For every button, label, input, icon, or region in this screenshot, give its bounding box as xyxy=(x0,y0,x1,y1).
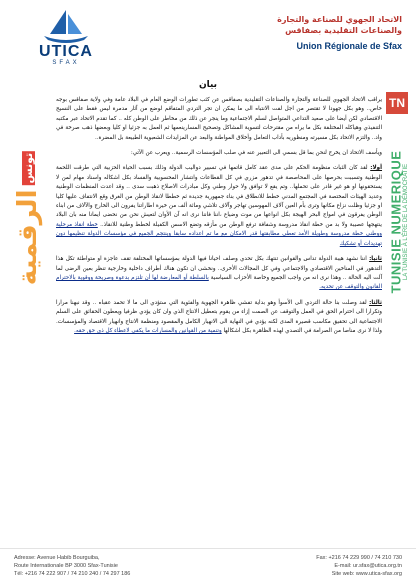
org-name-fr: Union Régionale de Sfax xyxy=(296,41,402,51)
third-highlight: وتنمية من القوانين والمسارات ما يكفي لاعطاء كل ذي حق حقه. xyxy=(74,327,222,334)
document-title: بيان xyxy=(198,80,218,90)
right-watermark-subtitle: LA TUNISIE À L'ÈRE DE LA DÉMOCRATIE xyxy=(403,163,409,281)
right-watermark xyxy=(378,92,410,328)
watermark-word: الرقمية xyxy=(13,189,43,286)
second-highlight: بالسلطة أو المعارضة لها أن تلتزم بدعوة وصريحة ووقوية بالاحترام القانون والتوقف عن تحديه. xyxy=(56,274,382,291)
paragraph-statement: ويأسف الاتحاد ان يخرج لنحن بما قل بسمي الى التعبير عنه في صلب المؤسسات الرسمية.. ويعرب عن الآتي: xyxy=(130,150,382,157)
letterhead-footer xyxy=(0,548,416,582)
footer-address-line-1: Adresse: Avenue Habib Bourguiba, xyxy=(14,555,100,561)
right-watermark-title: TUNISIE NUMERIQUE xyxy=(388,150,404,294)
footer-fax: Fax: +216 74 229 990 / 74 210 730 xyxy=(316,555,402,561)
document-body xyxy=(56,96,382,342)
logo-text: UTICA xyxy=(39,43,93,60)
footer-address xyxy=(14,554,130,578)
footer-contact xyxy=(316,554,402,578)
paragraph-first xyxy=(56,164,382,249)
org-name-ar-2: والصناعات التقليدية بصفاقس xyxy=(285,26,402,35)
first-text: لقد كان الثبات منظومة الحكم على مدى عقد كامل قاتمها في تسيير دواليب الدولة وذلك بسبب الحياة الحزبية التي طرقت اللحمة الوطنية وتسببت بحرصها على المحاصصة في تدهور مزري في كل القطاعات وانتشار المحسوبية والفساد بكل اشكاله واسناد مهام لمن لا يستحقونها او هو غير قادر على تحملها.. وتم يقع لا توافق ولا حوار وطني وكل مبادرات الاصلاح ذهبت سدى .. وقد اعدت المنظمات الوطنية وعديد الهيئات المختصة في المجتمع المدني خطط للانطلاق في بناء جمهورية جديدة ثم خططا لانقاذ الوطن من الغرق وقع الانتفاف عليها كليا او جزئيا وظلت نزاع مكانها وترى بأم العين آلاف المهوسين تهاجر وآلاف تلاشي ومائة ألف من خيرة اطاراتنا يفرون الى الخارج والآلاف من ابناء الوطن يفرقون في امواج البحر الهيجة بكل انواعها من موت وضياع ،اننا فاننا نرى انه آن الأوان لتعيش نحن من نحضى ايمانا منه بان البلاد ينتهجها عصيبة ولا بد من خطة انقاذ مدروسة وشفافة ترفع الوطن من مأزقه وتضع الاسس الكفيلة لخطط وطنية للانقاذ.. xyxy=(56,165,382,228)
organization-block xyxy=(242,14,402,51)
first-label: أولا: xyxy=(370,165,383,172)
second-text: اننا نشهد هيبة الدولة تداس والقوانين تنتهك بكل تحدي وصلف احيانا فيها الدولة بمؤسساتها المختلفة تقف عاجزة او متواطئة تكل هذا التدهور في المناخين الاقتصادي والاجتماعي وفي كل المجالات الأخرى.. ونخشى ان تكون هناك أطراف داخلية وخارجية تنظر بعين الرضى لما آلت اليه الحالة .. وهذا نرى انه من واجب الجميع وخاصة الأحزاب السياسية xyxy=(56,256,383,281)
logo-subtext: SFAX xyxy=(52,60,80,66)
paragraph-intro: يراقب الاتحاد الجهوي للصناعة والتجارة والصناعات التقليدية بصفاقس عن كثب تطورات الوضع العام في البلاد عامة وفي ولاية صفاقس بوجه خاص.. وهو بكل جهودا لا تقتصر من اجل لفت الانتباه الى ما يمكن ان تجر التردي المتفاقم لوضع من آثار مدمرة ليس فقط على النسيج الاقتصادي لكن أيضا على صعيد التداعي المتواصل لسلم الاجتماعية وما ينجر عن ذلك من مخاطر على الوطن كله .. كما تقدم الاتحاد عبر مكتبه التنفيذي وهياكله المختلفة بكل ما يراه من مقترحات لتسوية المشاكل وتصحيح المسارينعمها ثم العمل به جزئيا او كليا وبعضها ذهب صرخة في واد.. والتزم الاتحاد بكل مسيرته ومنظوريه بأداب التعامل وأخلاق المواطنة والبعد عن المزايدات الشعبوية الطبيعة بل المضرة.. xyxy=(56,97,382,141)
paragraph-third xyxy=(56,299,382,337)
second-label: ثانيا: xyxy=(369,256,382,263)
left-watermark xyxy=(8,118,48,318)
footer-email: E-mail: ur.sfax@utica.org.tn xyxy=(334,563,402,569)
boat-logo-icon xyxy=(40,8,92,44)
paragraph-second xyxy=(56,255,382,293)
utica-logo xyxy=(30,8,102,68)
footer-phone: Tél: +216 74 222 907 / 74 210 240 / 74 297 186 xyxy=(14,571,131,577)
org-name-ar-1: الاتحاد الجهوي للصناعة والتجارة xyxy=(277,15,402,24)
third-text: لقد وصلت بنا حالة التردي الى الأسوأ وهو بداية تفشي ظاهرة الجهوية والفئوية التي ستؤدي الى ما لا تحمد عقباه .. وقد نبهنا مرارا وتكرارا الى احترام الحق في العمل والتوقف عن الصمت إزاء من يقوم بتعطيل الانتاج الذي وان كان يؤدي ظرفيا ويعطون الحقائق على السلم الاجتماعية الى تحقيق مكاسب قصيرة المدى لكنه يؤدي في النهاية الى الانهيار الكامل والمقصود ومنظمة الانتاج وانهيار الاقتصاد والمؤسسات. ولذا لا نرى مناصا من الصرامة في التصدي لهذه الظاهرة بكل اشكالها xyxy=(56,299,382,334)
letterhead xyxy=(0,0,416,80)
tn-badge: TN xyxy=(386,92,408,114)
left-watermark-text xyxy=(13,151,43,285)
third-label: ثالثا: xyxy=(369,299,383,306)
watermark-badge: تونس xyxy=(22,152,35,184)
footer-address-line-2: Route Internationale BP 3000 Sfax-Tunisie xyxy=(14,563,118,569)
footer-website: Site web: www.utica-sfax.org xyxy=(331,571,402,577)
first-highlight: خطة انقاذ مرحلية ووطني خطة مدروسة وطويلة الأمد تعطي مطابقتها قدر الامكان مع ما تم اعداده سابقا وينتجم الجميع في مؤسسات الدولة تنظيمها دون تهديدات أو تشكيك xyxy=(56,221,382,247)
